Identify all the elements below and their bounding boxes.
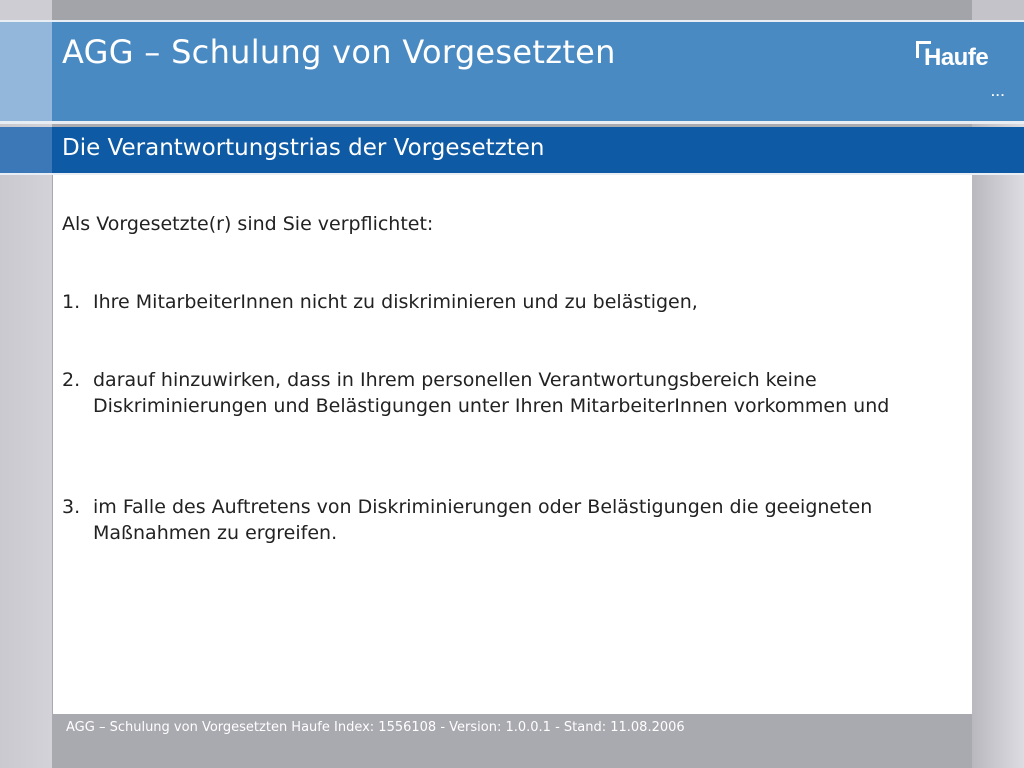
logo-wordmark: Haufe	[924, 44, 989, 71]
list-item-number: 3.	[62, 496, 81, 518]
list-item-number: 1.	[62, 291, 81, 313]
intro-text: Als Vorgesetzte(r) sind Sie verpflichtet:	[62, 213, 434, 235]
haufe-logo	[913, 38, 1013, 100]
logo-dots: ...	[991, 88, 1006, 99]
content-area	[53, 175, 972, 714]
list-item-number: 2.	[62, 369, 81, 391]
slide-title: AGG – Schulung von Vorgesetzten	[62, 33, 616, 71]
list-item-text: darauf hinzuwirken, dass in Ihrem personellen Verantwortungsbereich keine Diskriminierungen und Belästigungen unter Ihren MitarbeiterInnen vorkommen und	[93, 369, 890, 417]
subtitle-left-accent	[0, 127, 52, 173]
title-top-divider	[0, 20, 1024, 22]
list-item-text: im Falle des Auftretens von Diskriminierungen oder Belästigungen die geeigneten Maßnahmen zu ergreifen.	[93, 496, 873, 544]
footer-text: AGG – Schulung von Vorgesetzten Haufe Index: 1556108 - Version: 1.0.0.1 - Stand: 11.08.2006	[66, 720, 685, 735]
title-left-accent	[0, 20, 52, 124]
list-item-text: Ihre MitarbeiterInnen nicht zu diskriminieren und zu belästigen,	[93, 291, 698, 313]
top-strip	[0, 0, 1024, 20]
slide-subtitle: Die Verantwortungstrias der Vorgesetzten	[62, 135, 545, 161]
title-bottom-divider	[0, 121, 1024, 124]
